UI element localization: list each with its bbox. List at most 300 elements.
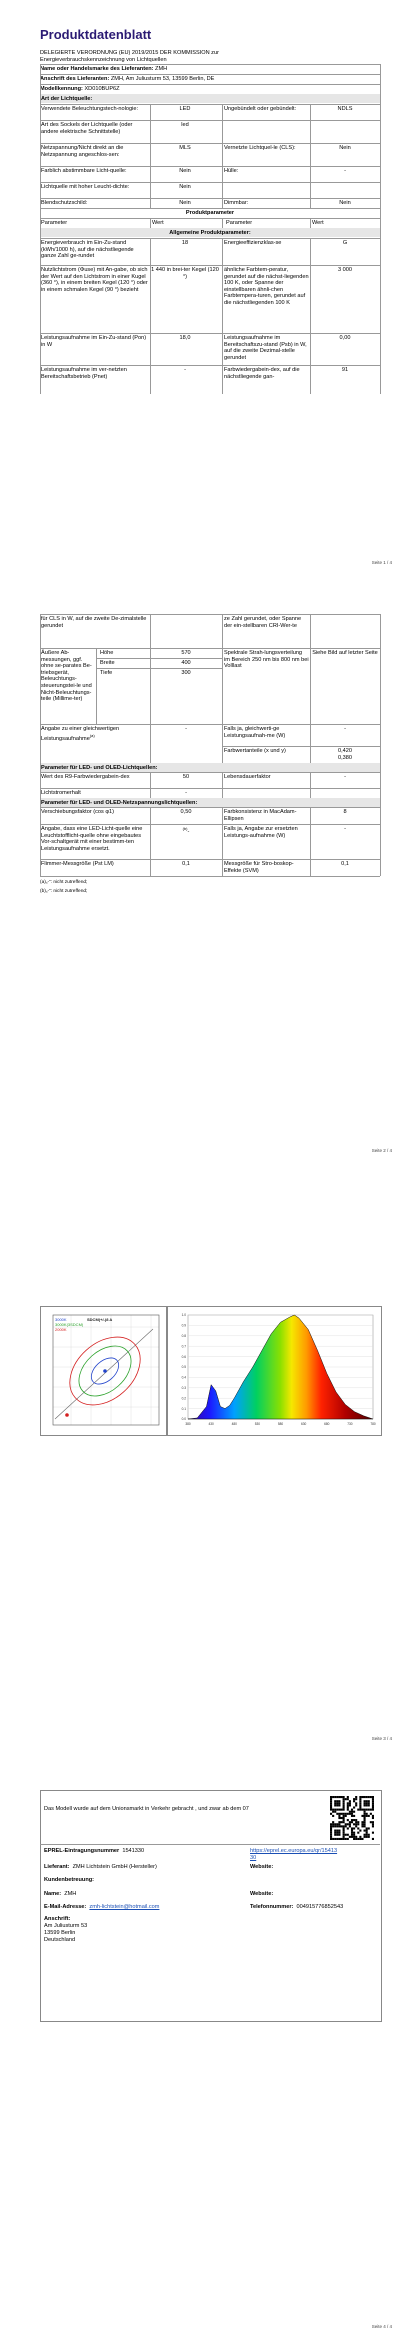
glare-label: Blendschutzschild: bbox=[41, 200, 88, 206]
qr-code bbox=[330, 1796, 374, 1840]
chromaticity-x: 0,420 bbox=[338, 748, 352, 754]
equivalent-power-label: Angabe zu einer gleichwertigen Leistungsaufnahme$^{(a)}$ bbox=[41, 726, 120, 742]
qr-module bbox=[340, 1817, 342, 1819]
qr-module bbox=[332, 1838, 334, 1840]
spectral-y-tick: 0.2 bbox=[181, 1396, 186, 1401]
qr-module bbox=[361, 1815, 363, 1817]
regulation-text: DELEGIERTE VERORDNUNG (EU) 2019/2015 DER KOMMISSION zur Energieverbrauchskennzeichnung von Lichtquellen bbox=[40, 50, 219, 63]
qr-module bbox=[332, 1825, 334, 1827]
cri-value: 91 bbox=[341, 367, 349, 373]
dimmable-value: Nein bbox=[339, 200, 351, 206]
lumen-maintenance-label: Lichtstromerhalt bbox=[41, 790, 81, 796]
qr-module bbox=[355, 1802, 357, 1804]
spectral-x-tick: 530 bbox=[254, 1422, 261, 1426]
qr-module bbox=[340, 1796, 342, 1798]
qr-module bbox=[368, 1809, 370, 1811]
qr-module bbox=[368, 1827, 370, 1829]
page-1 bbox=[0, 0, 416, 588]
qr-module bbox=[349, 1800, 351, 1802]
qr-module bbox=[345, 1813, 347, 1815]
qr-module bbox=[370, 1796, 372, 1798]
qr-module bbox=[336, 1796, 338, 1798]
qr-module bbox=[353, 1811, 355, 1813]
tunable-value: Nein bbox=[179, 168, 191, 174]
page-2 bbox=[0, 588, 416, 1176]
energy-consumption-value: 18 bbox=[181, 240, 189, 246]
qr-module bbox=[366, 1809, 368, 1811]
qr-module bbox=[359, 1838, 361, 1840]
qr-module bbox=[353, 1815, 355, 1817]
qr-module bbox=[351, 1821, 353, 1823]
qr-module bbox=[366, 1813, 368, 1815]
supplier-name-label: Name oder Handelsmarke des Lieferanten: bbox=[40, 66, 154, 72]
spectral-y-tick: 0.8 bbox=[181, 1334, 186, 1338]
qr-module bbox=[364, 1825, 366, 1827]
qr-module bbox=[340, 1813, 342, 1815]
standby-power-label: Leistungsaufnahme im Bereitschaftszu-stand (Psb) in W, auf die zweite Dezimal-stelle gerundet bbox=[224, 335, 307, 361]
qr-module bbox=[372, 1815, 374, 1817]
page-number: Seite 4 / 4 bbox=[371, 2324, 392, 2329]
eprel-number: 1541330 bbox=[122, 1848, 145, 1854]
qr-module bbox=[364, 1834, 366, 1836]
qr-module bbox=[349, 1836, 351, 1838]
col-param-left: Parameter bbox=[41, 220, 68, 226]
cie-ellipse-svg bbox=[41, 1307, 166, 1435]
spectral-x-tick: 730 bbox=[347, 1422, 353, 1426]
spectral-chart bbox=[167, 1306, 382, 1436]
col-value-left: Wert bbox=[152, 220, 164, 226]
chromaticity-y: 0,380 bbox=[338, 755, 352, 761]
qr-module bbox=[343, 1834, 345, 1836]
spectral-x-tick: 780 bbox=[370, 1422, 376, 1426]
qr-module bbox=[366, 1796, 368, 1798]
qr-module bbox=[334, 1802, 336, 1804]
qr-module bbox=[332, 1796, 334, 1798]
qr-module bbox=[359, 1830, 361, 1832]
tunable-label: Farblich abstimmbare Licht-quelle: bbox=[41, 168, 127, 174]
cie-legend-1: 3000K bbox=[55, 1317, 67, 1322]
qr-module bbox=[336, 1825, 338, 1827]
qr-module bbox=[372, 1817, 374, 1819]
address-line-1: Am Juliusturm 53 bbox=[44, 1923, 88, 1929]
qr-module bbox=[330, 1809, 332, 1811]
replacement-r-value: - bbox=[344, 826, 346, 832]
standby-power-value: 0,00 bbox=[339, 335, 351, 341]
energy-consumption-label: Energieverbrauch im Ein-Zu-stand (kWh/1000 h), auf die nächstliegende ganze Zahl ge-rundet bbox=[41, 240, 134, 260]
qr-module bbox=[372, 1802, 374, 1804]
qr-module bbox=[353, 1823, 355, 1825]
r9-label: Wert des R9-Farbwiedergabein-dex bbox=[41, 774, 130, 780]
spectral-y-ticks bbox=[182, 1313, 187, 1421]
qr-module bbox=[361, 1825, 363, 1827]
qr-module bbox=[330, 1830, 332, 1832]
general-params-heading: Allgemeine Produktparameter: bbox=[169, 230, 251, 236]
qr-module bbox=[368, 1796, 370, 1798]
qr-module bbox=[343, 1809, 345, 1811]
qr-module bbox=[340, 1825, 342, 1827]
qr-module bbox=[330, 1838, 332, 1840]
qr-module bbox=[355, 1825, 357, 1827]
col-param-right: Parameter bbox=[226, 220, 253, 226]
mains-label: Netzspannung/Nicht direkt an die Netzspannung angeschlos-sen: bbox=[41, 145, 124, 158]
qr-module bbox=[355, 1796, 357, 1798]
qr-module bbox=[345, 1838, 347, 1840]
svm-value: 0,1 bbox=[341, 861, 349, 867]
qr-module bbox=[351, 1830, 353, 1832]
qr-module bbox=[366, 1830, 368, 1832]
cct-value: 3 000 bbox=[338, 267, 352, 273]
qr-module bbox=[343, 1821, 345, 1823]
qr-module bbox=[336, 1802, 338, 1804]
eprel-label: EPREL-Eintragungsnummer bbox=[44, 1848, 120, 1854]
qr-module bbox=[338, 1838, 340, 1840]
qr-module bbox=[353, 1798, 355, 1800]
qr-module bbox=[340, 1809, 342, 1811]
qr-module bbox=[351, 1834, 353, 1836]
directional-label: Ungebündelt oder gebündelt: bbox=[224, 106, 297, 112]
page-number: Seite 3 / 4 bbox=[371, 1736, 392, 1741]
qr-module bbox=[351, 1836, 353, 1838]
qr-module bbox=[330, 1806, 332, 1808]
qr-module bbox=[366, 1804, 368, 1806]
qr-module bbox=[366, 1834, 368, 1836]
high-luminance-value: Nein bbox=[179, 184, 191, 190]
qr-module bbox=[364, 1811, 366, 1813]
macadam-label: Farbkonsistenz in MacAdam-Ellipsen bbox=[224, 809, 297, 822]
qr-module bbox=[343, 1798, 345, 1800]
qr-module bbox=[357, 1838, 359, 1840]
qr-module bbox=[368, 1815, 370, 1817]
qr-module bbox=[349, 1804, 351, 1806]
customer-support-label: Kundenbetreuung: bbox=[44, 1877, 95, 1883]
model-id: XD010BUP6Z bbox=[84, 86, 120, 92]
qr-module bbox=[345, 1798, 347, 1800]
qr-module bbox=[347, 1819, 349, 1821]
spectral-y-tick: 0.9 bbox=[181, 1323, 186, 1328]
replacement-r-label: Falls ja, Angabe zur ersetzten Leistungs-aufnahme (W) bbox=[224, 826, 298, 839]
qr-module bbox=[347, 1838, 349, 1840]
spectral-x-tick: 580 bbox=[277, 1422, 284, 1426]
qr-module bbox=[359, 1796, 361, 1798]
qr-module bbox=[343, 1804, 345, 1806]
energy-class-label: Energieeffizienzklas-se bbox=[224, 240, 282, 246]
cri-label-cont: ze Zahl gerundet, oder Spanne der ein-stellbaren CRI-Wer-te bbox=[224, 616, 302, 629]
qr-module bbox=[372, 1800, 374, 1802]
qr-module bbox=[355, 1819, 357, 1821]
page-number: Seite 2 / 4 bbox=[371, 1148, 392, 1153]
qr-module bbox=[347, 1802, 349, 1804]
qr-module bbox=[351, 1815, 353, 1817]
qr-module bbox=[338, 1813, 340, 1815]
qr-module bbox=[338, 1804, 340, 1806]
qr-module bbox=[361, 1796, 363, 1798]
qr-module bbox=[359, 1804, 361, 1806]
qr-module bbox=[343, 1832, 345, 1834]
qr-module bbox=[340, 1838, 342, 1840]
qr-module bbox=[338, 1830, 340, 1832]
qr-module bbox=[347, 1823, 349, 1825]
qr-module bbox=[334, 1823, 336, 1825]
qr-module bbox=[355, 1821, 357, 1823]
spectral-y-tick: 0.4 bbox=[181, 1375, 186, 1380]
spectral-y-tick: 1.0 bbox=[181, 1313, 186, 1318]
qr-module bbox=[361, 1821, 363, 1823]
displacement-factor-label: Verschiebungsfaktor (cos φ1) bbox=[41, 809, 114, 815]
qr-module bbox=[372, 1832, 374, 1834]
qr-module bbox=[347, 1796, 349, 1798]
model-label: Modellkennung: bbox=[40, 86, 83, 92]
qr-module bbox=[338, 1800, 340, 1802]
qr-module bbox=[357, 1832, 359, 1834]
qr-module bbox=[366, 1815, 368, 1817]
supplier-address: ZMH, Am Juliusturm 53, 13599 Berlin, DE bbox=[110, 76, 215, 82]
qr-module bbox=[355, 1804, 357, 1806]
qr-module bbox=[332, 1821, 334, 1823]
flicker-value: 0,1 bbox=[182, 861, 190, 867]
qr-module bbox=[351, 1813, 353, 1815]
page-number: Seite 1 / 4 bbox=[371, 560, 392, 565]
cie-legend-2: 3000K(3SDCM) bbox=[55, 1322, 84, 1327]
qr-module bbox=[347, 1827, 349, 1829]
qr-module bbox=[368, 1836, 370, 1838]
qr-module bbox=[338, 1809, 340, 1811]
qr-module bbox=[361, 1809, 363, 1811]
led-params-heading: Parameter für LED- und OLED-Lichtquellen: bbox=[41, 765, 158, 771]
qr-module bbox=[334, 1825, 336, 1827]
networked-standby-value: - bbox=[184, 367, 186, 373]
tech-value: LED bbox=[179, 106, 191, 112]
qr-module bbox=[338, 1815, 340, 1817]
qr-module bbox=[334, 1830, 336, 1832]
qr-module bbox=[334, 1809, 336, 1811]
qr-module bbox=[366, 1802, 368, 1804]
qr-module bbox=[343, 1827, 345, 1829]
qr-module bbox=[370, 1809, 372, 1811]
qr-module bbox=[336, 1838, 338, 1840]
qr-module bbox=[349, 1825, 351, 1827]
qr-module bbox=[336, 1830, 338, 1832]
power-on-label: Leistungsaufnahme im Ein-Zu-stand (Pon) in W bbox=[41, 335, 147, 348]
cie-legend-3: 2000K bbox=[55, 1327, 67, 1332]
qr-module bbox=[364, 1830, 366, 1832]
qr-module bbox=[364, 1804, 366, 1806]
spectral-x-tick: 480 bbox=[231, 1422, 237, 1426]
qr-module bbox=[334, 1800, 336, 1802]
qr-module bbox=[334, 1838, 336, 1840]
qr-module bbox=[343, 1817, 345, 1819]
qr-module bbox=[330, 1798, 332, 1800]
qr-module bbox=[334, 1832, 336, 1834]
address-label: Anschrift: bbox=[44, 1916, 71, 1922]
qr-module bbox=[338, 1825, 340, 1827]
qr-module bbox=[359, 1800, 361, 1802]
qr-module bbox=[336, 1813, 338, 1815]
qr-module bbox=[343, 1796, 345, 1798]
svm-label: Messgröße für Stro-boskop-Effekte (SVM) bbox=[224, 861, 294, 874]
qr-module bbox=[332, 1811, 334, 1813]
supplier-label: Lieferant: bbox=[44, 1864, 70, 1870]
dim-width-name: Breite bbox=[100, 660, 115, 666]
qr-module bbox=[343, 1825, 345, 1827]
mains-params-heading: Parameter für LED- und OLED-Netzspannungslichtquellen: bbox=[41, 800, 198, 806]
cls-value: Nein bbox=[339, 145, 351, 151]
qr-module bbox=[359, 1806, 361, 1808]
qr-module bbox=[338, 1834, 340, 1836]
qr-module bbox=[364, 1821, 366, 1823]
qr-module bbox=[361, 1838, 363, 1840]
qr-module bbox=[372, 1825, 374, 1827]
qr-module bbox=[357, 1823, 359, 1825]
qr-module bbox=[359, 1802, 361, 1804]
spectral-chart-svg bbox=[168, 1307, 381, 1435]
qr-module bbox=[334, 1811, 336, 1813]
qr-module bbox=[368, 1804, 370, 1806]
eprel-link[interactable]: https://eprel.ec.europa.eu/qr/1541330 bbox=[250, 1848, 338, 1861]
page-4 bbox=[0, 1764, 416, 2352]
qr-module bbox=[349, 1823, 351, 1825]
qr-module bbox=[338, 1823, 340, 1825]
qr-module bbox=[330, 1825, 332, 1827]
qr-module bbox=[353, 1800, 355, 1802]
replacement-value: $^{(b)}$- bbox=[182, 826, 190, 835]
qr-module bbox=[359, 1836, 361, 1838]
cie-chromaticity-diagram bbox=[40, 1306, 167, 1436]
qr-module bbox=[338, 1821, 340, 1823]
networked-standby-cont: für CLS in W, auf die zweite De-zimalstelle gerundet bbox=[41, 616, 147, 629]
light-source-type-heading: Art der Lichtquelle: bbox=[41, 96, 93, 102]
col-value-right: Wert bbox=[312, 220, 324, 226]
qr-module bbox=[372, 1838, 374, 1840]
qr-module bbox=[343, 1830, 345, 1832]
qr-module bbox=[372, 1823, 374, 1825]
directional-value: NDLS bbox=[337, 106, 353, 112]
qr-module bbox=[330, 1804, 332, 1806]
qr-module bbox=[364, 1800, 366, 1802]
qr-module bbox=[372, 1796, 374, 1798]
qr-module bbox=[330, 1813, 332, 1815]
supplier-value: ZMH Lichtstein GmbH (Hersteller) bbox=[72, 1864, 157, 1870]
qr-module bbox=[336, 1800, 338, 1802]
survival-factor-value: - bbox=[344, 774, 346, 780]
qr-module bbox=[366, 1836, 368, 1838]
address-line-2: 13599 Berlin bbox=[44, 1930, 76, 1936]
dimensions-label: Äußere Ab-messungen, ggf. ohne se-parates Be-triebsgerät, Beleuchtungs-steuerungstei-le und Nicht-Beleuchtungs-teile (Millime-ter) bbox=[41, 650, 92, 703]
qr-module bbox=[366, 1832, 368, 1834]
qr-module bbox=[330, 1832, 332, 1834]
address-line-3: Deutschland bbox=[44, 1937, 76, 1943]
tech-label: Verwendete Beleuchtungstech-nologie: bbox=[41, 106, 139, 112]
qr-module bbox=[353, 1834, 355, 1836]
replacement-label: Angabe, dass eine LED-Licht-quelle eine Leuchtstofflicht-quelle ohne eingebautes Vor-schaltgerät mit einer bestimm-ten Leistungsaufnahme ersetzt. bbox=[41, 826, 143, 852]
qr-module bbox=[343, 1838, 345, 1840]
qr-module bbox=[357, 1821, 359, 1823]
qr-module bbox=[366, 1827, 368, 1829]
cap-type-value: led bbox=[181, 122, 189, 128]
qr-module bbox=[347, 1798, 349, 1800]
phone-label: Telefonnummer: bbox=[250, 1904, 294, 1910]
qr-module bbox=[330, 1802, 332, 1804]
qr-code-svg bbox=[330, 1796, 374, 1840]
qr-module bbox=[364, 1815, 366, 1817]
dim-depth-value: 300 bbox=[181, 670, 191, 676]
qr-module bbox=[345, 1815, 347, 1817]
dim-depth-name: Tiefe bbox=[100, 670, 113, 676]
qr-module bbox=[353, 1832, 355, 1834]
qr-module bbox=[340, 1821, 342, 1823]
qr-module bbox=[353, 1827, 355, 1829]
qr-module bbox=[330, 1800, 332, 1802]
spectral-x-tick: 380 bbox=[185, 1422, 191, 1426]
qr-module bbox=[338, 1802, 340, 1804]
qr-module bbox=[343, 1806, 345, 1808]
supplier-address-label: Anschrift des Lieferanten: bbox=[40, 76, 110, 82]
qr-module bbox=[334, 1804, 336, 1806]
qr-module bbox=[351, 1819, 353, 1821]
spectral-x-tick: 630 bbox=[300, 1422, 307, 1426]
page-3 bbox=[0, 1176, 416, 1764]
website-label: Website: bbox=[250, 1864, 274, 1870]
cri-label: Farbwiedergabein-dex, auf die nächstliegende gan- bbox=[224, 367, 300, 380]
qr-module bbox=[338, 1817, 340, 1819]
qr-module bbox=[334, 1834, 336, 1836]
spectral-x-ticks bbox=[185, 1422, 376, 1426]
qr-module bbox=[336, 1834, 338, 1836]
equivalent-power-value: - bbox=[185, 726, 187, 732]
flicker-label: Flimmer-Messgröße (Pst LM) bbox=[41, 861, 114, 867]
qr-module bbox=[338, 1796, 340, 1798]
qr-module bbox=[364, 1802, 366, 1804]
qr-module bbox=[370, 1813, 372, 1815]
email-label: E-Mail-Adresse: bbox=[44, 1904, 87, 1910]
qr-module bbox=[364, 1817, 366, 1819]
r9-value: 50 bbox=[182, 774, 190, 780]
website2-label: Website: bbox=[250, 1891, 274, 1897]
spectral-value: Siehe Bild auf letzter Seite bbox=[312, 650, 378, 656]
spectral-y-tick: 0.1 bbox=[181, 1406, 186, 1411]
email-link[interactable]: zmh-lichtstein@hotmail.com bbox=[89, 1904, 160, 1910]
qr-module bbox=[336, 1823, 338, 1825]
useful-flux-value: 1 440 in brei-ter Kegel (120 °) bbox=[151, 267, 219, 280]
qr-module bbox=[343, 1813, 345, 1815]
spectral-x-tick: 680 bbox=[324, 1422, 330, 1426]
qr-module bbox=[330, 1834, 332, 1836]
qr-module bbox=[372, 1806, 374, 1808]
qr-module bbox=[332, 1809, 334, 1811]
qr-module bbox=[349, 1802, 351, 1804]
qr-module bbox=[370, 1821, 372, 1823]
qr-module bbox=[332, 1823, 334, 1825]
qr-module bbox=[343, 1802, 345, 1804]
qr-module bbox=[351, 1827, 353, 1829]
qr-module bbox=[353, 1838, 355, 1840]
footnote-a: (a)„-“: nicht zutreffend; bbox=[40, 880, 88, 885]
qr-module bbox=[343, 1800, 345, 1802]
qr-module bbox=[347, 1806, 349, 1808]
qr-module bbox=[357, 1827, 359, 1829]
qr-module bbox=[349, 1811, 351, 1813]
displacement-factor-value: 0,50 bbox=[180, 809, 192, 815]
qr-module bbox=[332, 1815, 334, 1817]
qr-module bbox=[355, 1823, 357, 1825]
survival-factor-label: Lebensdauerfaktor bbox=[224, 774, 271, 780]
power-on-value: 18,0 bbox=[179, 335, 191, 341]
footnote-b: (b)„-“: nicht zutreffend; bbox=[40, 889, 88, 894]
qr-module bbox=[330, 1827, 332, 1829]
page-title: Produktdatenblatt bbox=[40, 27, 152, 42]
qr-module bbox=[364, 1813, 366, 1815]
qr-module bbox=[366, 1800, 368, 1802]
qr-module bbox=[355, 1836, 357, 1838]
